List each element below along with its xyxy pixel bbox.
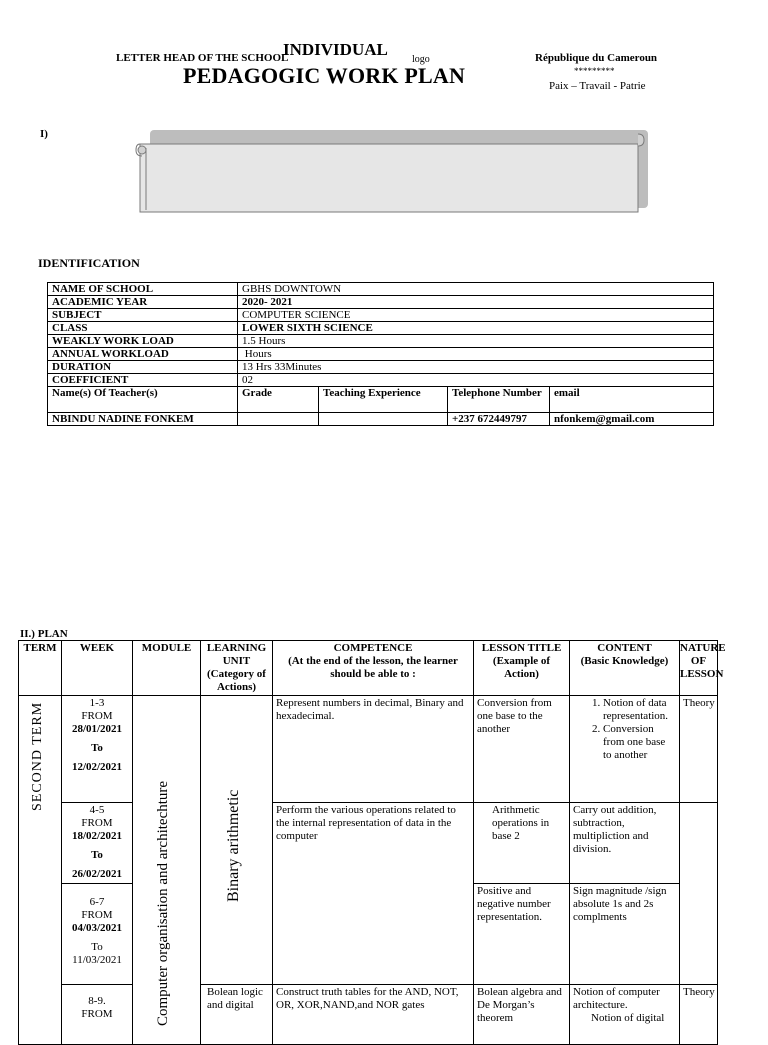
week-range: 1-3 (89, 697, 105, 709)
table-row (48, 361, 714, 374)
logo-placeholder: logo (412, 54, 430, 65)
week-to-date: 12/02/2021 (71, 761, 123, 773)
table-row (48, 309, 714, 322)
table-row (48, 322, 714, 335)
table-row (19, 696, 718, 803)
week-cell (62, 884, 133, 985)
row-label: COEFFICIENT (48, 374, 238, 387)
table-row (48, 335, 714, 348)
title-line-1: INDIVIDUAL (283, 40, 388, 59)
lesson-header-title: LESSON TITLE (481, 642, 562, 654)
row-label: WEAKLY WORK LOAD (48, 335, 238, 348)
teacher-row (48, 413, 714, 426)
learning-unit-header-title: LEARNING UNIT (206, 642, 267, 667)
module-cell (133, 696, 201, 1045)
row-value: 2020- 2021 (238, 296, 714, 309)
week-range: 4-5 (89, 804, 105, 816)
nature-header: NATURE OF LESSON (680, 641, 718, 696)
identification-title: IDENTIFICATION (38, 256, 140, 270)
nature-cell: Theory (680, 696, 718, 803)
lesson-cell: Positive and negative number representation. (474, 884, 570, 985)
competence-cell: Construct truth tables for the AND, NOT, OR, XOR,NAND,and NOR gates (273, 985, 474, 1045)
term-cell (19, 696, 62, 1045)
row-value: COMPUTER SCIENCE (238, 309, 714, 322)
national-motto: Paix – Travail - Patrie (549, 80, 646, 92)
week-to-date: 26/02/2021 (71, 868, 123, 880)
content-cell (570, 696, 680, 803)
stars-divider: ********* (574, 66, 615, 76)
teacher-email[interactable]: nfonkem@gmail.com (550, 413, 714, 426)
row-label: ACADEMIC YEAR (48, 296, 238, 309)
week-from-date: 04/03/2021 (71, 922, 123, 934)
week-range: 8-9. (88, 995, 106, 1007)
term-header: TERM (19, 641, 62, 696)
teacher-telephone: +237 672449797 (448, 413, 550, 426)
week-from-date: 28/01/2021 (71, 723, 123, 735)
lesson-header-sub: (Example of Action) (492, 655, 551, 680)
content-line-1: Notion of computer architecture. (573, 986, 660, 1011)
row-value: 13 Hrs 33Minutes (238, 361, 714, 374)
table-row (48, 348, 714, 361)
week-cell (62, 803, 133, 884)
competence-cell: Perform the various operations related to the internal representation of data in the computer (273, 803, 474, 985)
competence-header-title: COMPETENCE (333, 642, 413, 654)
nature-cell: Theory (680, 985, 718, 1045)
content-header-sub: (Basic Knowledge) (580, 655, 669, 667)
teacher-header-row (48, 387, 714, 413)
week-header: WEEK (62, 641, 133, 696)
lesson-cell: Conversion from one base to the another (474, 696, 570, 803)
plan-header-row (19, 641, 718, 696)
republic-label: République du Cameroun (535, 52, 658, 64)
table-row (48, 374, 714, 387)
learning-unit-label: Binary arithmetic (225, 789, 242, 902)
module-label: Computer organisation and architechture (155, 780, 171, 1026)
term-label: SECOND TERM (30, 701, 45, 811)
telephone-header: Telephone Number (448, 387, 550, 413)
week-cell (62, 985, 133, 1045)
identification-table (47, 282, 714, 426)
row-value: 1.5 Hours (238, 335, 714, 348)
lesson-header (474, 641, 570, 696)
content-list (573, 697, 676, 762)
row-label: NAME OF SCHOOL (48, 283, 238, 296)
row-label: DURATION (48, 361, 238, 374)
competence-header (273, 641, 474, 696)
table-row (48, 296, 714, 309)
email-header: email (550, 387, 714, 413)
row-value: 02 (238, 374, 714, 387)
row-label: CLASS (48, 322, 238, 335)
lesson-cell: Arithmetic operations in base 2 (474, 803, 570, 884)
table-row (48, 283, 714, 296)
week-from: FROM (81, 909, 113, 921)
letterhead-placeholder: LETTER HEAD OF THE SCHOOL (116, 52, 289, 64)
content-header (570, 641, 680, 696)
week-cell (62, 696, 133, 803)
learning-unit-header (201, 641, 273, 696)
experience-header: Teaching Experience (319, 387, 448, 413)
content-cell: Sign magnitude /sign absolute 1s and 2s complments (570, 884, 680, 985)
lesson-cell: Bolean algebra and De Morgan’s theorem (474, 985, 570, 1045)
teacher-name-header: Name(s) Of Teacher(s) (48, 387, 238, 413)
list-item: 2. Conversion from one base to another (603, 723, 676, 762)
week-from: FROM (81, 1008, 113, 1020)
section-1-label: I) (40, 128, 48, 140)
content-line-2: Notion of digital (591, 1012, 665, 1024)
list-item: 1. Notion of data representation. (603, 697, 676, 723)
table-row (19, 803, 718, 884)
content-cell: Carry out addition, subtraction, multipliction and division. (570, 803, 680, 884)
scroll-banner-icon (132, 126, 652, 218)
row-label: SUBJECT (48, 309, 238, 322)
row-value: GBHS DOWNTOWN (238, 283, 714, 296)
plan-table (18, 640, 726, 1045)
week-from: FROM (81, 710, 113, 722)
week-to: To (91, 742, 103, 754)
module-header: MODULE (133, 641, 201, 696)
week-to: To (91, 941, 103, 953)
week-to: To (91, 849, 103, 861)
competence-header-sub: (At the end of the lesson, the learner should be able to : (288, 655, 458, 680)
week-from-date: 18/02/2021 (71, 830, 123, 842)
page-title: PEDAGOGIC WORK PLAN (183, 63, 466, 88)
nature-cell (680, 803, 718, 985)
week-from: FROM (81, 817, 113, 829)
competence-cell: Represent numbers in decimal, Binary and hexadecimal. (273, 696, 474, 803)
plan-title: II.) PLAN (20, 628, 68, 640)
week-range: 6-7 (89, 896, 105, 908)
learning-unit-cell: Bolean logic and digital (201, 985, 273, 1045)
teacher-grade (238, 413, 319, 426)
teacher-name: NBINDU NADINE FONKEM (48, 413, 238, 426)
row-value: LOWER SIXTH SCIENCE (238, 322, 714, 335)
learning-unit-cell (201, 696, 273, 985)
grade-header: Grade (238, 387, 319, 413)
table-row (19, 985, 718, 1045)
week-to-date: 11/03/2021 (72, 954, 122, 966)
content-header-title: CONTENT (597, 642, 652, 654)
row-value: Hours (238, 348, 714, 361)
learning-unit-header-sub: (Category of Actions) (207, 668, 266, 693)
row-label: ANNUAL WORKLOAD (48, 348, 238, 361)
teacher-experience (319, 413, 448, 426)
content-cell (570, 985, 680, 1045)
